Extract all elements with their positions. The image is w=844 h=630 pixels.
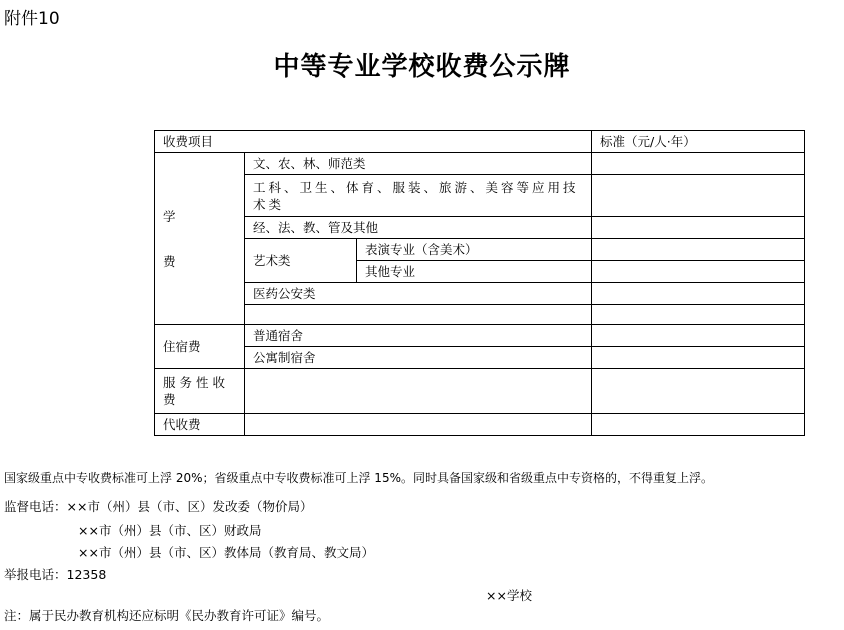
tuition-empty-cell (245, 305, 592, 325)
standard-value-cell (592, 239, 805, 261)
tuition-label-char-2: 费 (163, 253, 176, 269)
table-row (155, 283, 805, 305)
service-fee-label-cell: 服务性收费 (155, 369, 245, 414)
fee-table (154, 130, 805, 436)
attachment-label: 附件10 (4, 9, 60, 29)
report-label: 举报电话： (4, 567, 67, 582)
accommodation-label-cell: 住宿费 (155, 325, 245, 369)
standard-value-cell (592, 414, 805, 436)
agency-fee-label-cell: 代收费 (155, 414, 245, 436)
standard-value-cell (592, 175, 805, 217)
footnote: 注：属于民办教育机构还应标明《民办教育许可证》编号。 (4, 608, 330, 623)
standard-value-cell (592, 369, 805, 414)
standard-value-cell (592, 217, 805, 239)
table-row (155, 369, 805, 414)
supervision-label: 监督电话： (4, 499, 67, 514)
supervision-line-1 (4, 497, 312, 515)
report-number: 12358 (66, 567, 107, 582)
standard-value-cell (592, 305, 805, 325)
standard-value-cell (592, 325, 805, 347)
page-title: 中等专业学校收费公示牌 (273, 52, 571, 82)
tuition-art-cell: 艺术类 (245, 239, 357, 283)
tuition-medicine-police-cell: 医药公安类 (245, 283, 592, 305)
table-row (155, 414, 805, 436)
agency-fee-value-cell (245, 414, 592, 436)
accommodation-regular-cell: 普通宿舍 (245, 325, 592, 347)
service-fee-value-cell (245, 369, 592, 414)
header-standard-cell: 标准（元/人·年） (592, 131, 805, 153)
school-name: ××学校 (486, 588, 532, 603)
float-note: 国家级重点中专收费标准可上浮 20%；省级重点中专收费标准可上浮 15%。同时具备国家级和省级重点中专资格的，不得重复上浮。 (4, 471, 713, 485)
tuition-applied-tech-cell: 工科、卫生、体育、服装、旅游、美容等应用技术类 (245, 175, 592, 217)
report-line (4, 565, 106, 583)
tuition-label-cell (155, 153, 245, 325)
tuition-art-other-cell: 其他专业 (357, 261, 592, 283)
table-row (155, 153, 805, 175)
standard-value-cell (592, 261, 805, 283)
supervision-phone-2: ××市（州）县（市、区）财政局 (78, 523, 262, 538)
accommodation-apartment-cell: 公寓制宿舍 (245, 347, 592, 369)
standard-value-cell (592, 283, 805, 305)
table-row (155, 239, 805, 261)
standard-value-cell (592, 347, 805, 369)
table-row (155, 347, 805, 369)
tuition-art-performance-cell: 表演专业（含美术） (357, 239, 592, 261)
tuition-label-gap (163, 225, 236, 253)
table-row-filler (155, 305, 805, 325)
table-header-row (155, 131, 805, 153)
table-row (155, 175, 805, 217)
tuition-label-char-1: 学 (163, 208, 176, 224)
header-item-cell: 收费项目 (155, 131, 592, 153)
supervision-phone-3: ××市（州）县（市、区）教体局（教育局、教文局） (78, 545, 374, 560)
tuition-liberal-cell: 文、农、林、师范类 (245, 153, 592, 175)
supervision-phone-1: ××市（州）县（市、区）发改委（物价局） (66, 499, 313, 514)
standard-value-cell (592, 153, 805, 175)
table-row (155, 217, 805, 239)
tuition-economics-cell: 经、法、教、管及其他 (245, 217, 592, 239)
table-row (155, 325, 805, 347)
